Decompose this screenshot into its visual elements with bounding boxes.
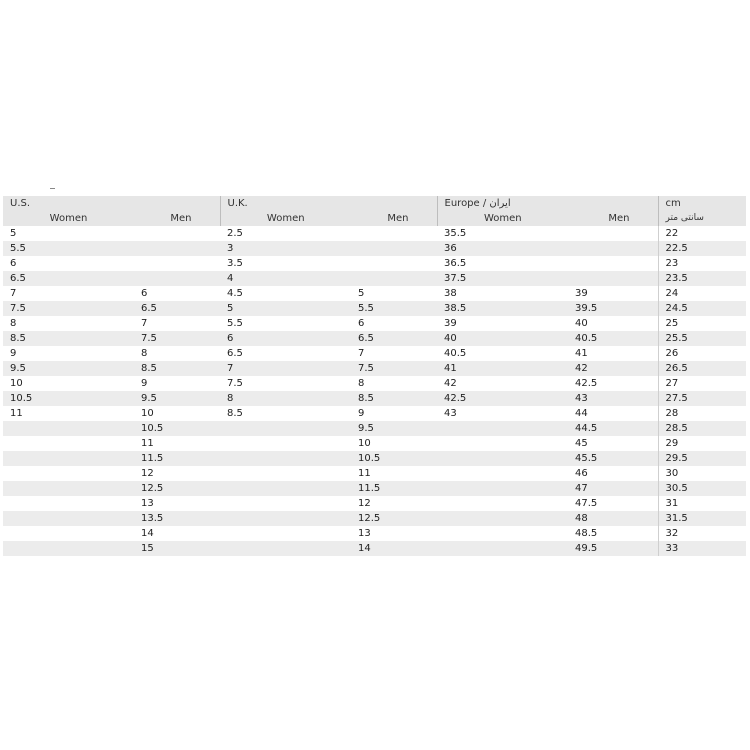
table-row: [3, 271, 746, 286]
cm-cell: 28.5: [658, 421, 746, 436]
uk-women-cell: [220, 466, 351, 481]
cm-header: [658, 196, 746, 226]
table-row: [3, 346, 746, 361]
uk-men-cell: 5: [351, 286, 437, 301]
us-men-cell: 7.5: [134, 331, 220, 346]
us-women-cell: 7.5: [3, 301, 134, 316]
europe-men-cell: 39.5: [568, 301, 658, 316]
europe-women-cell: 42.5: [437, 391, 568, 406]
uk-women-cell: 5: [220, 301, 351, 316]
us-women-cell: 9: [3, 346, 134, 361]
header-row-genders: [3, 211, 746, 226]
uk-men-cell: 11.5: [351, 481, 437, 496]
us-men-cell: 9: [134, 376, 220, 391]
us-header: U.S.: [3, 196, 220, 211]
cm-cell: 25: [658, 316, 746, 331]
uk-men-cell: 12.5: [351, 511, 437, 526]
europe-men-cell: [568, 256, 658, 271]
us-men-header: Men: [134, 211, 220, 226]
europe-women-cell: 36: [437, 241, 568, 256]
cm-cell: 33: [658, 541, 746, 556]
us-women-cell: 7: [3, 286, 134, 301]
us-women-cell: [3, 466, 134, 481]
us-men-cell: 15: [134, 541, 220, 556]
us-women-cell: 6.5: [3, 271, 134, 286]
us-women-cell: 10.5: [3, 391, 134, 406]
uk-women-cell: [220, 526, 351, 541]
us-men-cell: 13: [134, 496, 220, 511]
us-men-cell: 12: [134, 466, 220, 481]
table-row: [3, 436, 746, 451]
uk-men-cell: 6: [351, 316, 437, 331]
europe-men-cell: 41: [568, 346, 658, 361]
table-row: [3, 241, 746, 256]
us-men-cell: 8: [134, 346, 220, 361]
uk-men-cell: 10.5: [351, 451, 437, 466]
europe-men-cell: [568, 226, 658, 241]
europe-men-cell: 42.5: [568, 376, 658, 391]
europe-men-cell: 47: [568, 481, 658, 496]
uk-women-cell: 2.5: [220, 226, 351, 241]
table-row: [3, 496, 746, 511]
europe-men-cell: 47.5: [568, 496, 658, 511]
cm-cell: 22: [658, 226, 746, 241]
cm-cell: 27.5: [658, 391, 746, 406]
cm-cell: 29: [658, 436, 746, 451]
us-men-cell: 9.5: [134, 391, 220, 406]
uk-women-cell: 3.5: [220, 256, 351, 271]
europe-women-cell: 41: [437, 361, 568, 376]
us-women-cell: [3, 541, 134, 556]
uk-women-cell: 3: [220, 241, 351, 256]
us-men-cell: 10.5: [134, 421, 220, 436]
cm-cell: 30: [658, 466, 746, 481]
uk-women-cell: 4.5: [220, 286, 351, 301]
uk-women-header: Women: [220, 211, 351, 226]
table-row: [3, 301, 746, 316]
us-men-cell: [134, 226, 220, 241]
cm-header-line2: سانتی متر: [665, 213, 704, 223]
cm-cell: 22.5: [658, 241, 746, 256]
us-men-cell: [134, 256, 220, 271]
europe-women-cell: 38.5: [437, 301, 568, 316]
cm-cell: 25.5: [658, 331, 746, 346]
europe-women-cell: [437, 481, 568, 496]
table-row: [3, 331, 746, 346]
us-men-cell: 6: [134, 286, 220, 301]
table-row: [3, 466, 746, 481]
europe-men-cell: 40: [568, 316, 658, 331]
uk-men-cell: 5.5: [351, 301, 437, 316]
cm-cell: 23.5: [658, 271, 746, 286]
us-women-cell: 11: [3, 406, 134, 421]
uk-women-cell: [220, 481, 351, 496]
uk-women-cell: 4: [220, 271, 351, 286]
cm-cell: 24.5: [658, 301, 746, 316]
uk-women-cell: 7.5: [220, 376, 351, 391]
uk-women-cell: [220, 421, 351, 436]
us-women-cell: [3, 511, 134, 526]
us-men-cell: 8.5: [134, 361, 220, 376]
uk-men-cell: 8.5: [351, 391, 437, 406]
uk-women-cell: 8.5: [220, 406, 351, 421]
table-row: [3, 391, 746, 406]
us-men-cell: 13.5: [134, 511, 220, 526]
table-row: [3, 256, 746, 271]
table-row: [3, 316, 746, 331]
europe-women-header: Women: [437, 211, 568, 226]
us-men-cell: [134, 241, 220, 256]
uk-men-cell: 13: [351, 526, 437, 541]
cm-cell: 32: [658, 526, 746, 541]
us-women-header: Women: [3, 211, 134, 226]
us-women-cell: [3, 436, 134, 451]
us-women-cell: 8: [3, 316, 134, 331]
europe-men-cell: 42: [568, 361, 658, 376]
cm-cell: 31.5: [658, 511, 746, 526]
cm-cell: 26.5: [658, 361, 746, 376]
table-row: [3, 526, 746, 541]
europe-men-cell: 43: [568, 391, 658, 406]
uk-men-cell: 7.5: [351, 361, 437, 376]
cm-cell: 23: [658, 256, 746, 271]
europe-women-cell: [437, 436, 568, 451]
europe-women-cell: [437, 496, 568, 511]
us-women-cell: [3, 451, 134, 466]
table-row: [3, 541, 746, 556]
stray-mark: [50, 188, 55, 189]
europe-men-cell: 46: [568, 466, 658, 481]
europe-women-cell: 43: [437, 406, 568, 421]
uk-men-cell: 9: [351, 406, 437, 421]
europe-men-cell: 49.5: [568, 541, 658, 556]
header-row-groups: [3, 196, 746, 211]
europe-men-cell: 45.5: [568, 451, 658, 466]
uk-women-cell: [220, 511, 351, 526]
cm-cell: 30.5: [658, 481, 746, 496]
us-women-cell: 8.5: [3, 331, 134, 346]
table-row: [3, 451, 746, 466]
us-men-cell: 7: [134, 316, 220, 331]
table-row: [3, 421, 746, 436]
us-men-cell: 12.5: [134, 481, 220, 496]
uk-men-cell: 8: [351, 376, 437, 391]
europe-women-cell: 38: [437, 286, 568, 301]
europe-men-cell: 48.5: [568, 526, 658, 541]
size-table-body: [3, 226, 746, 556]
uk-men-cell: [351, 241, 437, 256]
europe-header: Europe / ایران: [437, 196, 658, 211]
europe-women-cell: 40: [437, 331, 568, 346]
europe-men-cell: 40.5: [568, 331, 658, 346]
cm-header-line1: cm: [665, 198, 681, 209]
europe-women-cell: 35.5: [437, 226, 568, 241]
uk-men-cell: 11: [351, 466, 437, 481]
table-row: [3, 511, 746, 526]
uk-women-cell: 8: [220, 391, 351, 406]
uk-men-cell: 7: [351, 346, 437, 361]
us-women-cell: 5.5: [3, 241, 134, 256]
uk-men-header: Men: [351, 211, 437, 226]
us-men-cell: 11: [134, 436, 220, 451]
europe-women-cell: 37.5: [437, 271, 568, 286]
cm-cell: 31: [658, 496, 746, 511]
us-women-cell: 9.5: [3, 361, 134, 376]
uk-women-cell: [220, 451, 351, 466]
shoe-size-table: [3, 196, 746, 556]
uk-men-cell: 9.5: [351, 421, 437, 436]
europe-men-cell: [568, 271, 658, 286]
uk-women-cell: 6: [220, 331, 351, 346]
uk-men-cell: 10: [351, 436, 437, 451]
cm-cell: 26: [658, 346, 746, 361]
europe-women-cell: [437, 526, 568, 541]
uk-men-cell: [351, 271, 437, 286]
us-men-cell: 10: [134, 406, 220, 421]
europe-women-cell: 42: [437, 376, 568, 391]
us-women-cell: [3, 496, 134, 511]
uk-women-cell: 5.5: [220, 316, 351, 331]
us-women-cell: 10: [3, 376, 134, 391]
uk-women-cell: 7: [220, 361, 351, 376]
us-men-cell: [134, 271, 220, 286]
uk-women-cell: [220, 541, 351, 556]
us-women-cell: [3, 481, 134, 496]
europe-men-cell: 44.5: [568, 421, 658, 436]
uk-women-cell: [220, 496, 351, 511]
table-row: [3, 406, 746, 421]
europe-men-cell: 39: [568, 286, 658, 301]
table-row: [3, 376, 746, 391]
europe-women-cell: [437, 451, 568, 466]
europe-women-cell: [437, 466, 568, 481]
uk-men-cell: 6.5: [351, 331, 437, 346]
europe-men-cell: 48: [568, 511, 658, 526]
uk-men-cell: 12: [351, 496, 437, 511]
us-men-cell: 14: [134, 526, 220, 541]
europe-women-cell: [437, 511, 568, 526]
uk-women-cell: [220, 436, 351, 451]
us-men-cell: 6.5: [134, 301, 220, 316]
europe-men-header: Men: [568, 211, 658, 226]
us-women-cell: 6: [3, 256, 134, 271]
europe-women-cell: 39: [437, 316, 568, 331]
us-men-cell: 11.5: [134, 451, 220, 466]
europe-women-cell: [437, 421, 568, 436]
us-women-cell: [3, 526, 134, 541]
table-row: [3, 361, 746, 376]
cm-cell: 24: [658, 286, 746, 301]
table-row: [3, 226, 746, 241]
cm-cell: 28: [658, 406, 746, 421]
cm-cell: 27: [658, 376, 746, 391]
us-women-cell: [3, 421, 134, 436]
table-row: [3, 481, 746, 496]
europe-women-cell: 36.5: [437, 256, 568, 271]
europe-women-cell: 40.5: [437, 346, 568, 361]
europe-women-cell: [437, 541, 568, 556]
uk-men-cell: [351, 226, 437, 241]
uk-women-cell: 6.5: [220, 346, 351, 361]
uk-men-cell: [351, 256, 437, 271]
cm-cell: 29.5: [658, 451, 746, 466]
europe-men-cell: 45: [568, 436, 658, 451]
uk-men-cell: 14: [351, 541, 437, 556]
us-women-cell: 5: [3, 226, 134, 241]
uk-header: U.K.: [220, 196, 437, 211]
table-row: [3, 286, 746, 301]
europe-men-cell: [568, 241, 658, 256]
europe-men-cell: 44: [568, 406, 658, 421]
